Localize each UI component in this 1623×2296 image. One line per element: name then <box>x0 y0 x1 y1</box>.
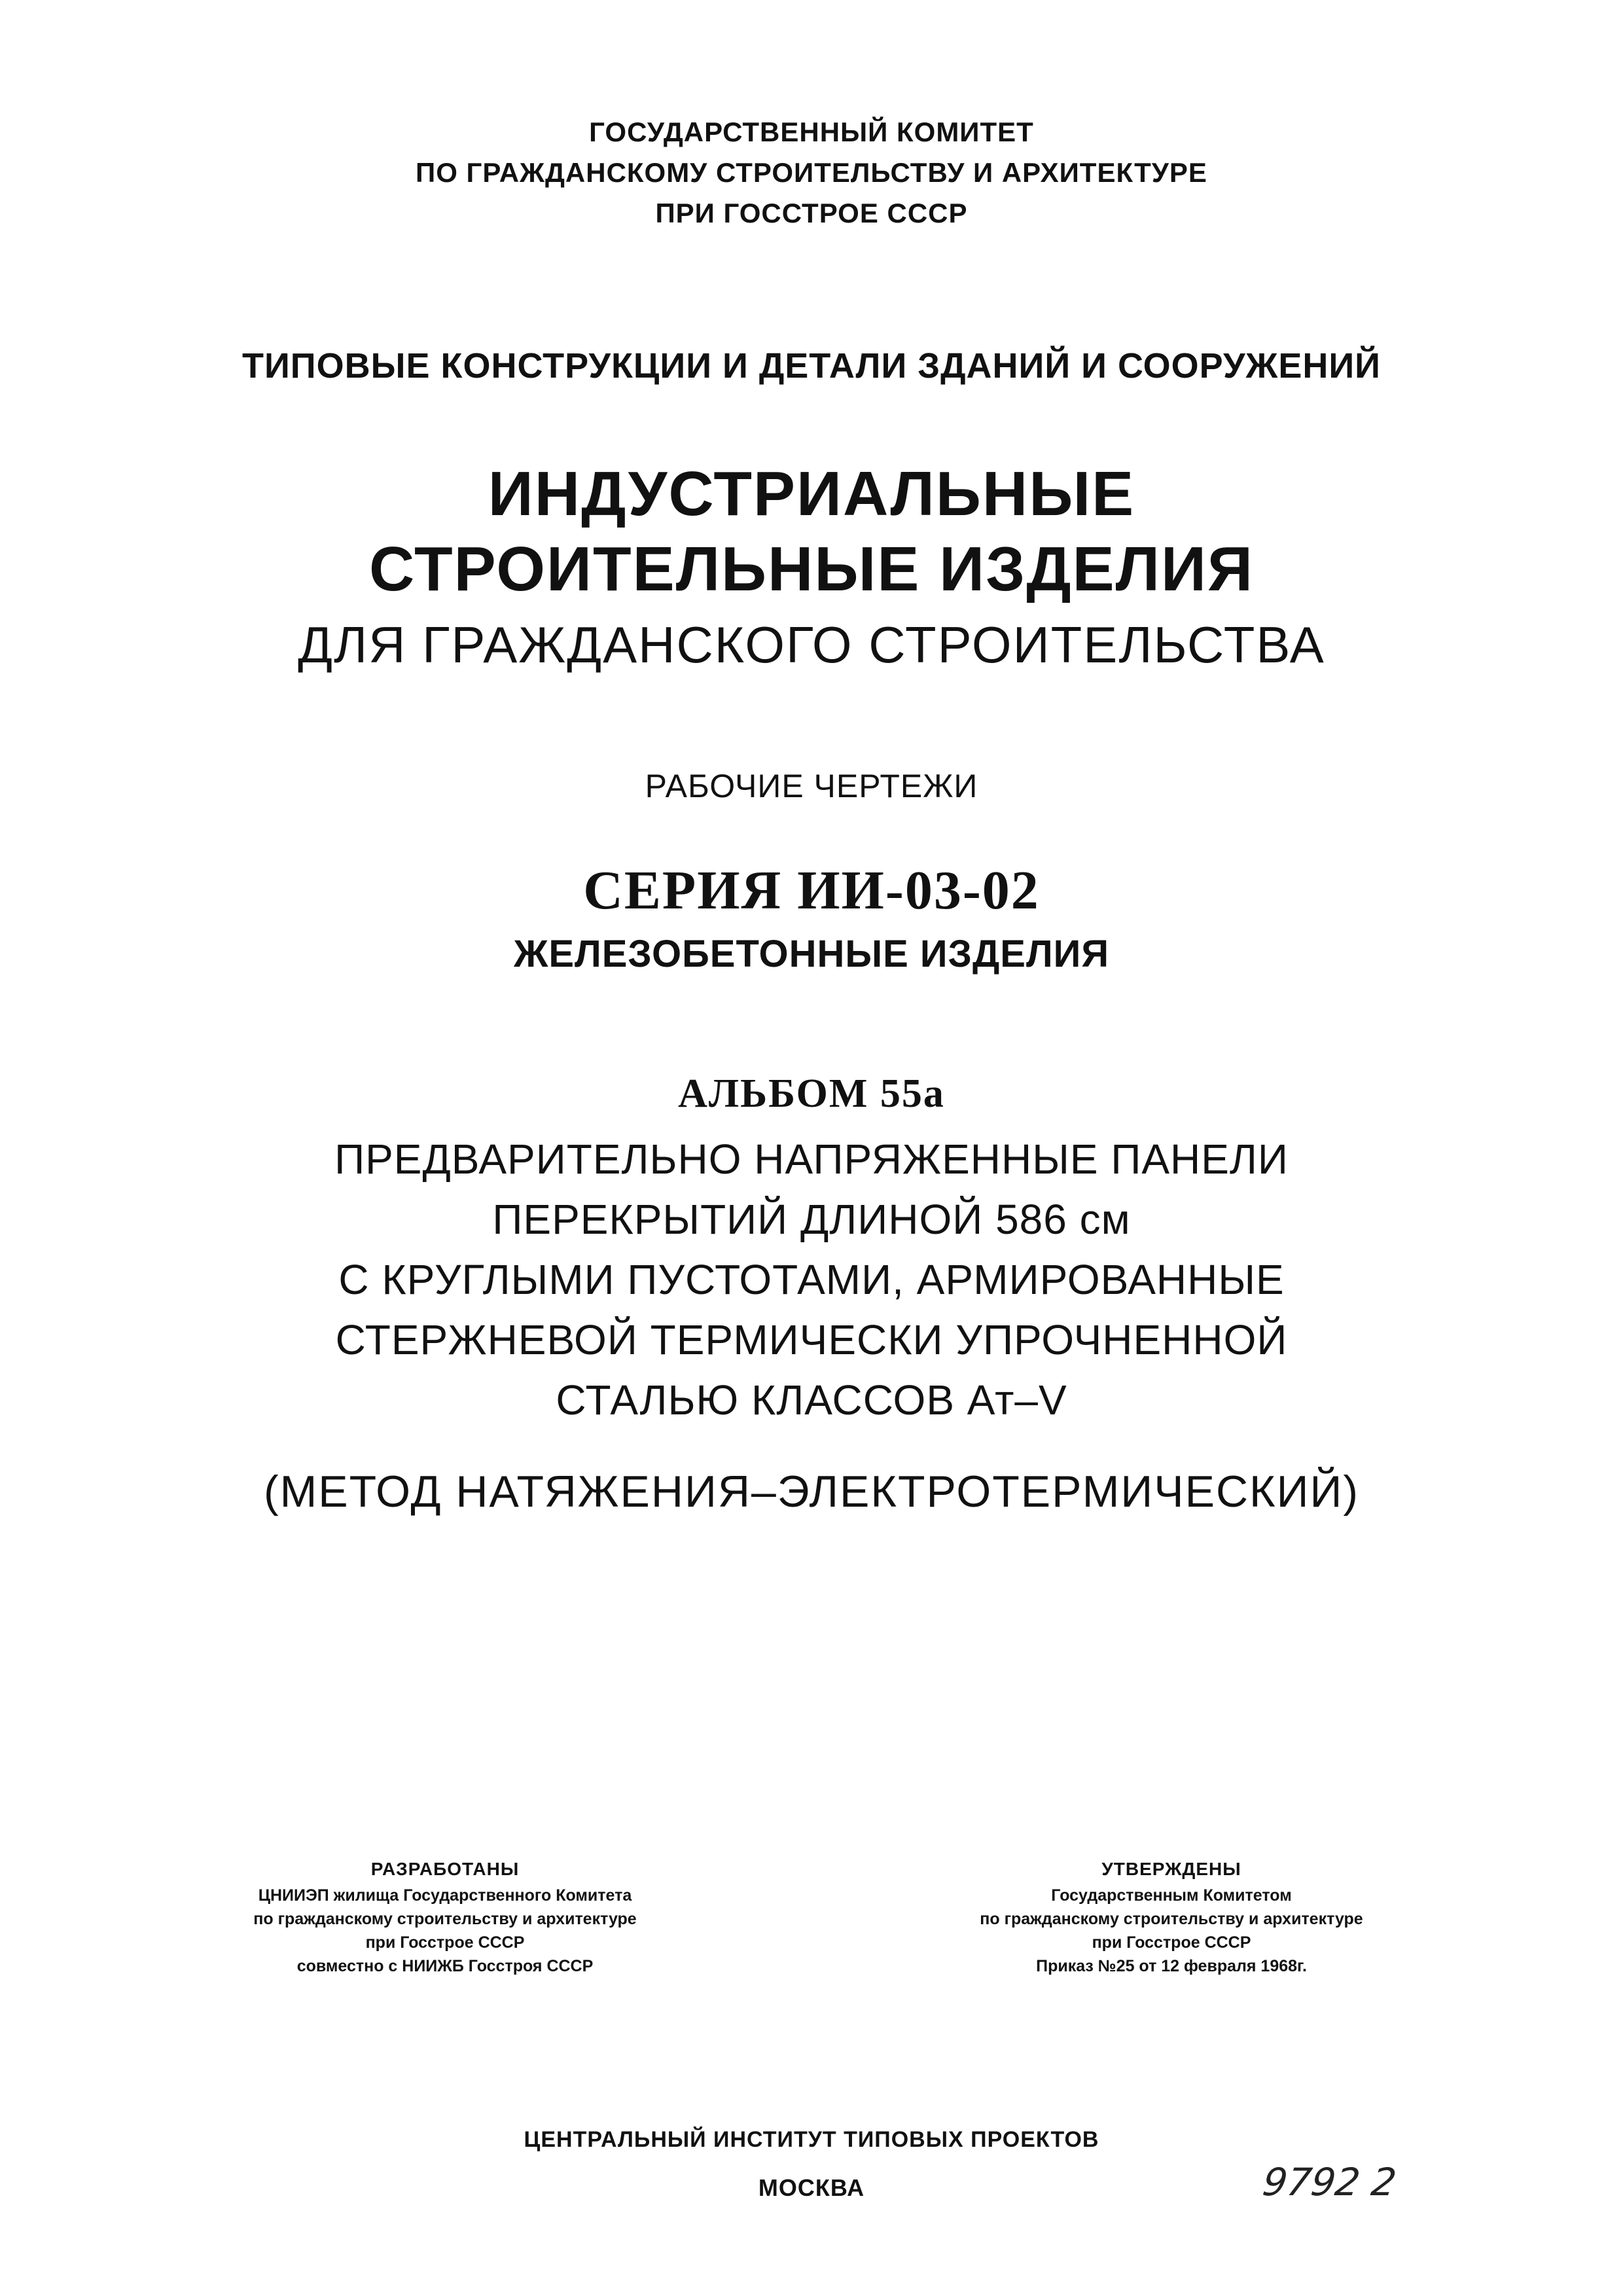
developed-line: совместно с НИИЖБ Госстроя СССР <box>296 1957 594 1975</box>
approved-line: по гражданскому строительству и архитектуре <box>980 1910 1363 1928</box>
approved-line: Приказ №25 от 12 февраля 1968г. <box>1036 1957 1307 1975</box>
org-line-2: ПО ГРАЖДАНСКОМУ СТРОИТЕЛЬСТВУ И АРХИТЕКТУРЕ <box>416 157 1207 188</box>
tension-method: (МЕТОД НАТЯЖЕНИЯ–ЭЛЕКТРОТЕРМИЧЕСКИЙ) <box>263 1467 1360 1516</box>
series-code: СЕРИЯ ИИ-03-02 <box>583 860 1040 921</box>
approved-line: Государственным Комитетом <box>1051 1886 1292 1905</box>
org-line-1: ГОСУДАРСТВЕННЫЙ КОМИТЕТ <box>589 117 1034 147</box>
main-title-line-2: СТРОИТЕЛЬНЫЕ ИЗДЕЛИЯ <box>369 534 1254 604</box>
album-title-line: СТЕРЖНЕВОЙ ТЕРМИЧЕСКИ УПРОЧНЕННОЙ <box>335 1316 1288 1363</box>
album-title-line: ПРЕДВАРИТЕЛЬНО НАПРЯЖЕННЫЕ ПАНЕЛИ <box>334 1136 1289 1183</box>
main-title-line-3: ДЛЯ ГРАЖДАНСКОГО СТРОИТЕЛЬСТВА <box>298 616 1325 673</box>
approved-by-block <box>844 1857 1499 1978</box>
album-number: АЛЬБОМ 55а <box>678 1071 945 1116</box>
publisher-city: МОСКВА <box>758 2174 865 2201</box>
developed-line: ЦНИИЭП жилища Государственного Комитета <box>258 1886 632 1905</box>
approved-heading: УТВЕРЖДЕНЫ <box>1101 1859 1241 1879</box>
publisher: ЦЕНТРАЛЬНЫЙ ИНСТИТУТ ТИПОВЫХ ПРОЕКТОВ <box>524 2127 1099 2152</box>
series-name: ЖЕЛЕЗОБЕТОННЫЕ ИЗДЕЛИЯ <box>513 933 1110 975</box>
developed-heading: РАЗРАБОТАНЫ <box>370 1859 520 1879</box>
main-title-line-1: ИНДУСТРИАЛЬНЫЕ <box>488 459 1135 529</box>
developed-line: при Госстрое СССР <box>365 1933 525 1952</box>
album-title-line: С КРУГЛЫМИ ПУСТОТАМИ, АРМИРОВАННЫЕ <box>338 1256 1285 1303</box>
org-line-3: ПРИ ГОССТРОЕ СССР <box>655 198 968 228</box>
handwritten-number: 9792 2 <box>1260 2160 1399 2204</box>
album-title-line: ПЕРЕКРЫТИЙ ДЛИНОЙ 586 см <box>492 1196 1131 1243</box>
album-title-line: СТАЛЬЮ КЛАССОВ Ат–V <box>556 1376 1067 1424</box>
developed-line: по гражданскому строительству и архитектуре <box>253 1910 637 1928</box>
developed-by-block <box>118 1857 772 1978</box>
approved-line: при Госстрое СССР <box>1092 1933 1251 1952</box>
collection-title: ТИПОВЫЕ КОНСТРУКЦИИ И ДЕТАЛИ ЗДАНИЙ И СООРУЖЕНИЙ <box>241 346 1381 386</box>
document-type: РАБОЧИЕ ЧЕРТЕЖИ <box>645 768 978 804</box>
